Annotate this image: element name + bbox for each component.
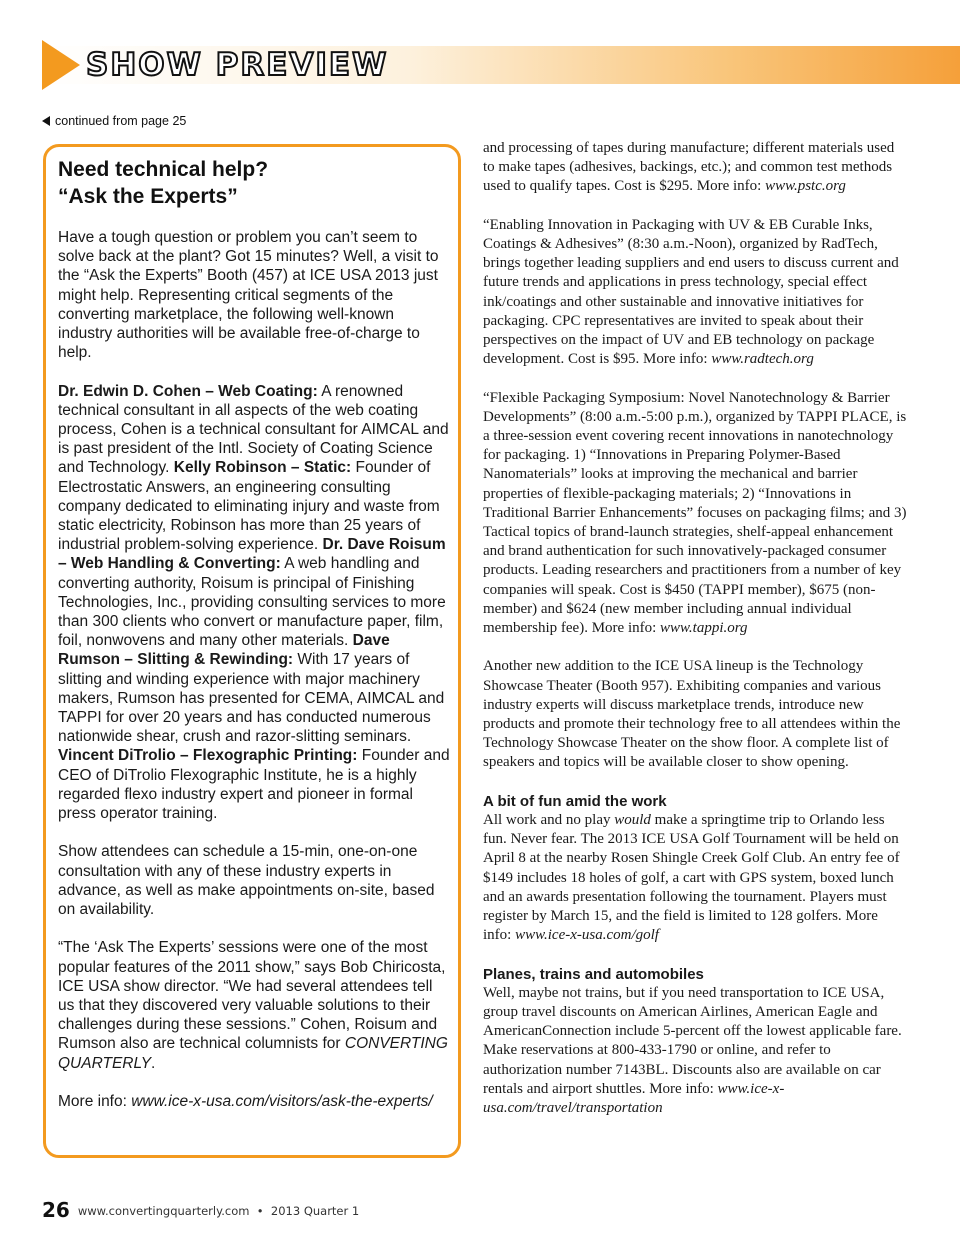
page-footer — [42, 1198, 359, 1222]
footer-site[interactable]: www.convertingquarterly.com — [77, 1204, 250, 1218]
section-header — [42, 40, 960, 90]
expert-desc: Founder and CEO of DiTrolio Flexographic Institute, he is a highly regarded flexo industry expert and pioneer in formal press operator training. — [58, 747, 450, 823]
article-paragraph: and processing of tapes during manufacture; different materials used to make tapes (adhesives, backings, etc.); and common test methods used to qualify tapes. Cost is $295. More info: www.pstc.org — [483, 140, 895, 195]
continued-from-link[interactable] — [42, 114, 186, 128]
subhead-fun: A bit of fun amid the work — [483, 792, 667, 810]
sidebar-quote: “The ‘Ask The Experts’ sessions were one of the most popular features of the 2011 show,” says Bob Chiricosta, ICE USA show director. “We had several attendees tell us that they discovered very valuable solutions to their challenges during these sessions.” Cohen, Roisum and Rumson also are technical columnists for CONVERTING QUARTERLY. — [58, 939, 448, 1072]
sidebar-intro: Have a tough question or problem you can’t seem to solve back at the plant? Got 15 minutes? Well, a visit to the “Ask the Experts” Booth (457) at ICE USA 2013 just might help. Representing critical segments of the converting marketplace, the following well-known industry authorities will be available free-of-charge to help. — [58, 229, 439, 362]
expert-name: Vincent DiTrolio – Flexographic Printing: — [58, 747, 358, 765]
subhead-travel: Planes, trains and automobiles — [483, 965, 704, 983]
expert-name: Dr. Edwin D. Cohen – Web Coating: — [58, 382, 318, 400]
expert-desc: With 17 years of slitting and winding experience with major machinery makers, Rumson has presented for CEMA, AIMCAL and TAPPI for over 20 years and has conducted numerous nationwide shear, crush and razor-slitting seminars. — [58, 651, 445, 746]
experts-link[interactable]: www.ice-x-usa.com/visitors/ask-the-experts/ — [131, 1093, 433, 1111]
footer-issue: 2013 Quarter 1 — [270, 1204, 360, 1218]
sidebar-experts — [58, 382, 450, 824]
article-body — [483, 139, 908, 1137]
article-paragraph: Another new addition to the ICE USA lineup is the Technology Showcase Theater (Booth 957). Exhibiting companies and various industry experts will discuss marketplace trends, introduce new products and promote their technology free to all attendees within the Technology Showcase Theater on the show floor. A complete list of speakers and topics will be available closer to show opening. — [483, 658, 901, 771]
continued-label: continued from page 25 — [55, 114, 187, 128]
sidebar-schedule: Show attendees can schedule a 15-min, one-on-one consultation with any of these industry experts in advance, as well as make appointments on-site, based on availability. — [58, 843, 435, 919]
article-paragraph: “Enabling Innovation in Packaging with UV & EB Curable Inks, Coatings & Adhesives” (8:30 a.m.-Noon), organized by RadTech, brings together leading suppliers and end users to discuss current and future trends and applications in press technology, special effect ink/coatings and other sustainable and innovative initiatives for packaging. CPC representatives are invited to speak about their perspectives on the impact of UV and EB technology on package development. Cost is $95. More info: www.radtech.org — [483, 216, 899, 368]
expert-desc: A renowned technical consultant in all aspects of the web coating process, Cohen is a technical consultant for AIMCAL and is past president of the Intl. Society of Coating Science and Technology. — [58, 382, 449, 477]
golf-link[interactable]: www.ice-x-usa.com/golf — [515, 927, 659, 944]
left-triangle-icon — [42, 116, 50, 126]
article-paragraph: Well, maybe not trains, but if you need transportation to ICE USA, group travel discounts on American Airlines, American Eagle and AmericanConnection include 5-percent off the lowest applicable fare. Make reservations at 800-433-1790 or online, and refer to authorization number 7143BL. Discounts also are available on car rentals and airport shuttles. More info: www.ice-x-usa.com/travel/transportation — [483, 984, 902, 1117]
footer-separator: • — [256, 1204, 264, 1218]
expert-name: Dave Rumson – Slitting & Rewinding: — [58, 632, 390, 669]
publication-name: CONVERTING QUARTERLY — [58, 1035, 448, 1072]
header-arrow-icon — [42, 40, 80, 90]
expert-name: Dr. Dave Roisum – Web Handling & Converting: — [58, 536, 446, 573]
sidebar-more-info: More info: www.ice-x-usa.com/visitors/ask-the-experts/ — [58, 1093, 433, 1111]
page-number: 26 — [42, 1198, 70, 1222]
travel-link[interactable]: www.ice-x-usa.com/travel/transportation — [483, 1080, 785, 1117]
section-title: SHOW PREVIEW — [86, 47, 389, 83]
article-paragraph: “Flexible Packaging Symposium: Novel Nanotechnology & Barrier Developments” (8:00 a.m.-5:00 p.m.), organized by TAPPI PLACE, is a three-session event covering recent innovations in nanotechnology for packaging. 1) “Innovations in Preparing Polymer-Based Nanomaterials” looks at improving the mechanical and barrier properties of flexible-packaging materials; 2) “Innovations in Traditional Barrier Enhancements” focuses on packaging films; and 3) Tactical topics of brand-launch strategies, shelf-appeal enhancement and brand authentication for such innovatively-packaged consumer products. Leading researchers and practitioners from a number of key companies will speak. Cost is $450 (TAPPI member), $675 (non-member) and $624 (new member including annual individual membership fee). More info: www.tappi.org — [483, 389, 907, 637]
tappi-link[interactable]: www.tappi.org — [660, 620, 748, 637]
expert-desc: A web handling and converting authority, Roisum is principal of Finishing Technologies, Inc., providing consulting services to more than 300 clients who convert or manufacture paper, film, foil, nonwovens and many other materials. — [58, 555, 446, 650]
radtech-link[interactable]: www.radtech.org — [711, 351, 814, 368]
sidebar-title: Need technical help? “Ask the Experts” — [58, 158, 269, 208]
pstc-link[interactable]: www.pstc.org — [765, 178, 846, 195]
article-paragraph: All work and no play would make a springtime trip to Orlando less fun. Never fear. The 2013 ICE USA Golf Tournament will be held on April 8 at the nearby Rosen Shingle Creek Golf Club. An entry fee of $149 includes 18 holes of golf, a cart with GPS system, boxed lunch and an awards presentation following the tournament. Players must register by March 15, and the field is limited to 128 golfers. More info: www.ice-x-usa.com/golf — [483, 812, 900, 944]
ask-the-experts-sidebar — [43, 144, 461, 1158]
expert-desc: Founder of Electrostatic Answers, an engineering consulting company dedicated to eliminating injury and waste from static electricity, Robinson has more than 25 years of industrial problem-solving experience. — [58, 459, 440, 554]
expert-name: Kelly Robinson – Static: — [173, 459, 352, 477]
